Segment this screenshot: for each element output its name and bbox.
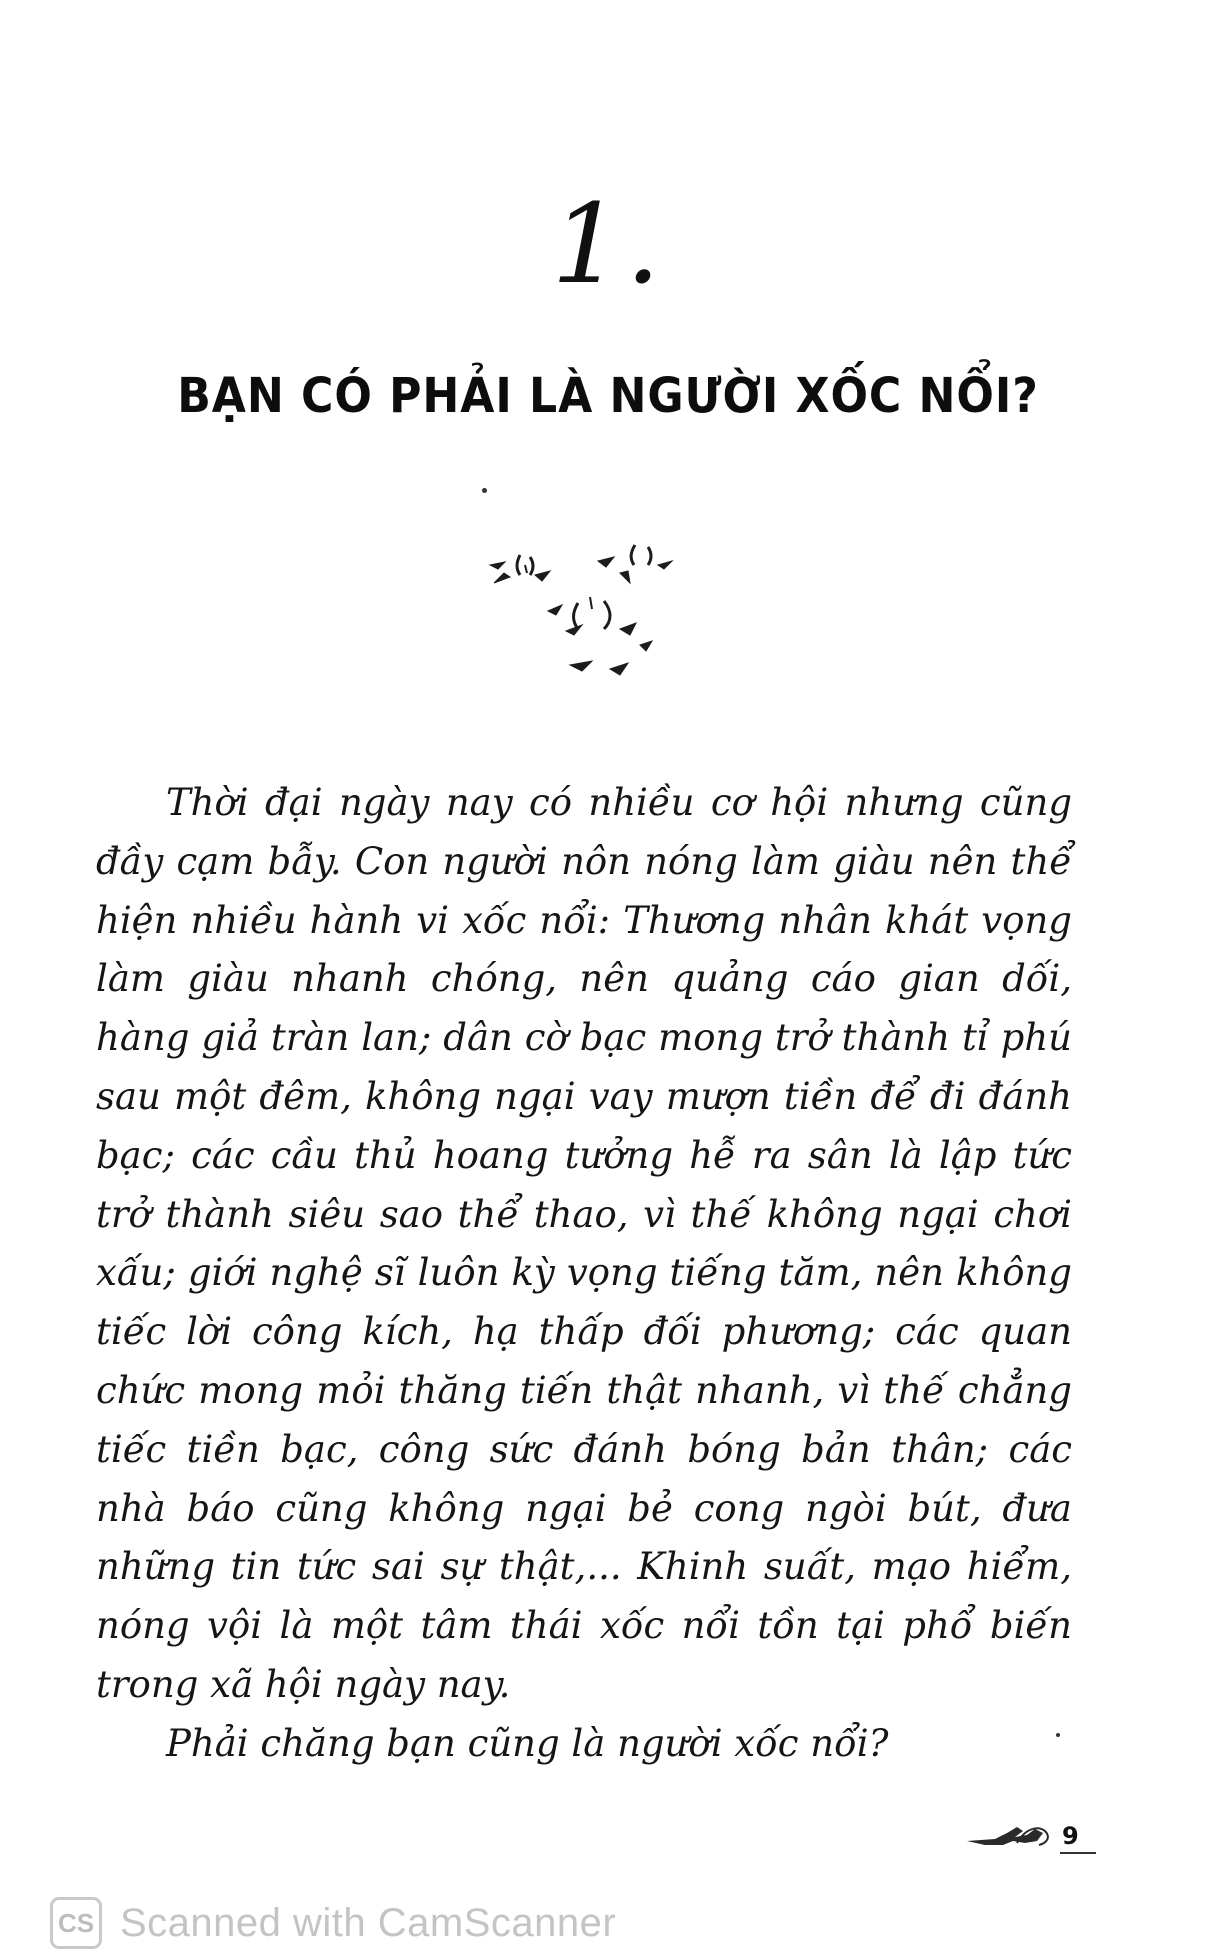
page-number: 9 [1062,1822,1079,1850]
speck-mark [482,488,487,493]
chapter-title: BẠN CÓ PHẢI LÀ NGƯỜI XỐC NỔI? [177,368,1039,424]
chapter-number: 1. [551,180,665,308]
body-text [96,774,1072,1774]
camscanner-watermark [50,1893,616,1953]
speck-mark [1056,1733,1060,1737]
page-number-underline [1060,1852,1096,1854]
lotus-ornament-icon [470,535,700,700]
paragraph: Thời đại ngày nay có nhiều cơ hội nhưng cũng đầy cạm bẫy. Con người nôn nóng làm giàu nên thể hiện nhiều hành vi xốc nổi: Thương nhân khát vọng làm giàu nhanh chóng, nên quảng cáo gian dối, hàng giả tràn lan; dân cờ bạc mong trở thành tỉ phú sau một đêm, không ngại vay mượn tiền để đi đánh bạc; các cầu thủ hoang tưởng hễ ra sân là lập tức trở thành siêu sao thể thao, vì thế không ngại chơi xấu; giới nghệ sĩ luôn kỳ vọng tiếng tăm, nên không tiếc lời công kích, hạ thấp đối phương; các quan chức mong mỏi thăng tiến thật nhanh, vì thế chẳng tiếc tiền bạc, công sức đánh bóng bản thân; các nhà báo cũng không ngại bẻ cong ngòi bút, đưa những tin tức sai sự thật,... Khinh suất, mạo hiểm, nóng vội là một tâm thái xốc nổi tồn tại phổ biến trong xã hội ngày nay. [96,781,1072,1706]
footer-flourish-icon [965,1823,1065,1849]
camscanner-logo-icon: CS [50,1897,102,1949]
paragraph: Phải chăng bạn cũng là người xốc nổi? [166,1721,889,1765]
watermark-text: Scanned with CamScanner [120,1900,617,1945]
